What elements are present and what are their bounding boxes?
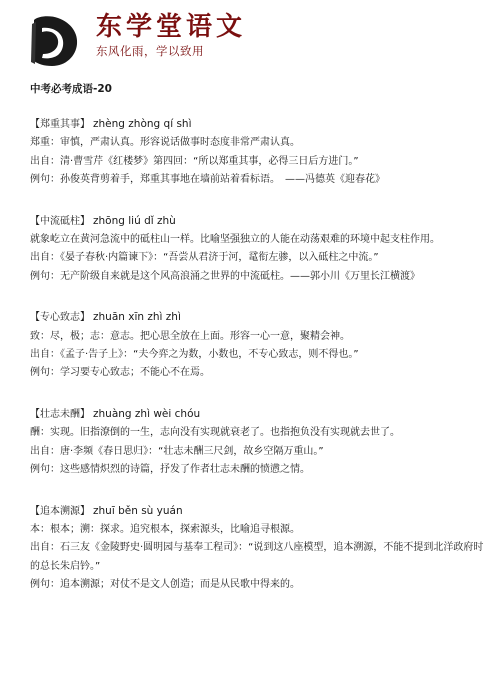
idiom-meaning: 本：根本；溯：探求。追究根本，探索源头，比喻追寻根源。 — [30, 523, 300, 535]
idiom-name: 【专心致志】 — [30, 312, 90, 324]
idiom-meaning: 酬：实现。旧指潦倒的一生，志向没有实现就衰老了。也指抱负没有实现就去世了。 — [30, 427, 400, 439]
idiom-pinyin: zhuī běn sù yuán — [93, 504, 183, 517]
idiom-source: 出自：石三友《金陵野史·圆明园与基奉工程司》：“说到这八座模型，追本溯源，不能不提到北洋政府时的总长朱启钤。” — [30, 542, 484, 572]
idiom-entry — [30, 502, 485, 595]
idiom-meaning: 致：尽，极；志：意志。把心思全放在上面。形容一心一意，聚精会神。 — [30, 330, 350, 342]
idiom-example: 例句：学习要专心致志；不能心不在焉。 — [30, 367, 210, 379]
idiom-pinyin: zhōng liú dǐ zhù — [93, 214, 176, 227]
idiom-heading — [30, 212, 485, 231]
idiom-heading — [30, 115, 485, 134]
idiom-pinyin: zhuān xīn zhì zhì — [93, 311, 181, 324]
idiom-entry — [30, 405, 485, 480]
brand-title: 东学堂语文 — [96, 12, 247, 42]
idiom-example: 例句：无产阶级自来就是这个风高浪涌之世界的中流砥柱。——郭小川《万里长江横渡》 — [30, 270, 420, 282]
idiom-name: 【壮志未酬】 — [30, 408, 90, 420]
idiom-source: 出自：唐·李频《春日思归》：“壮志未酬三尺剑，故乡空隔万重山。” — [30, 445, 324, 457]
idiom-source: 出自：《孟子·告子上》：“夫今弈之为数，小数也，不专心致志，则不得也。” — [30, 349, 359, 361]
idiom-example: 例句：孙俊英背剪着手，郑重其事地在墙前站着看标语。 ——冯德英《迎春花》 — [30, 174, 385, 186]
idiom-meaning: 郑重：审慎，严肃认真。形容说话做事时态度非常严肃认真。 — [30, 137, 300, 149]
idiom-name: 【中流砥柱】 — [30, 215, 90, 227]
idiom-heading — [30, 308, 485, 327]
idiom-source: 出自：清·曹雪芹《红楼梦》第四回：“所以郑重其事，必得三日后方进门。” — [30, 155, 359, 167]
idiom-heading — [30, 502, 485, 521]
idiom-example: 例句：追本溯源；对仗不是文人创造；而是从民歌中得来的。 — [30, 579, 300, 591]
logo-icon — [30, 14, 80, 68]
idiom-entry — [30, 115, 485, 190]
idiom-name: 【郑重其事】 — [30, 119, 90, 130]
idiom-example: 例句：这些感情炽烈的诗篇，抒发了作者壮志未酬的愤懑之情。 — [30, 464, 310, 476]
idiom-entry — [30, 212, 485, 287]
idiom-meaning: 就象屹立在黄河急流中的砥柱山一样。比喻坚强独立的人能在动荡艰难的环境中起支柱作用。 — [30, 234, 440, 246]
idiom-list — [30, 115, 485, 617]
idiom-entry — [30, 308, 485, 383]
idiom-name: 【追本溯源】 — [30, 505, 90, 517]
brand-slogan: 东风化雨，学以致用 — [96, 44, 204, 58]
header — [30, 10, 330, 70]
idiom-heading — [30, 405, 485, 424]
page-title: 中考必考成语-20 — [30, 83, 112, 95]
idiom-pinyin: zhèng zhòng qí shì — [93, 118, 192, 130]
idiom-source: 出自：《晏子春秋·内篇谏下》：“吾尝从君济于河，鼋衔左骖，以入砥柱之中流。” — [30, 252, 379, 264]
idiom-pinyin: zhuàng zhì wèi chóu — [93, 407, 201, 420]
